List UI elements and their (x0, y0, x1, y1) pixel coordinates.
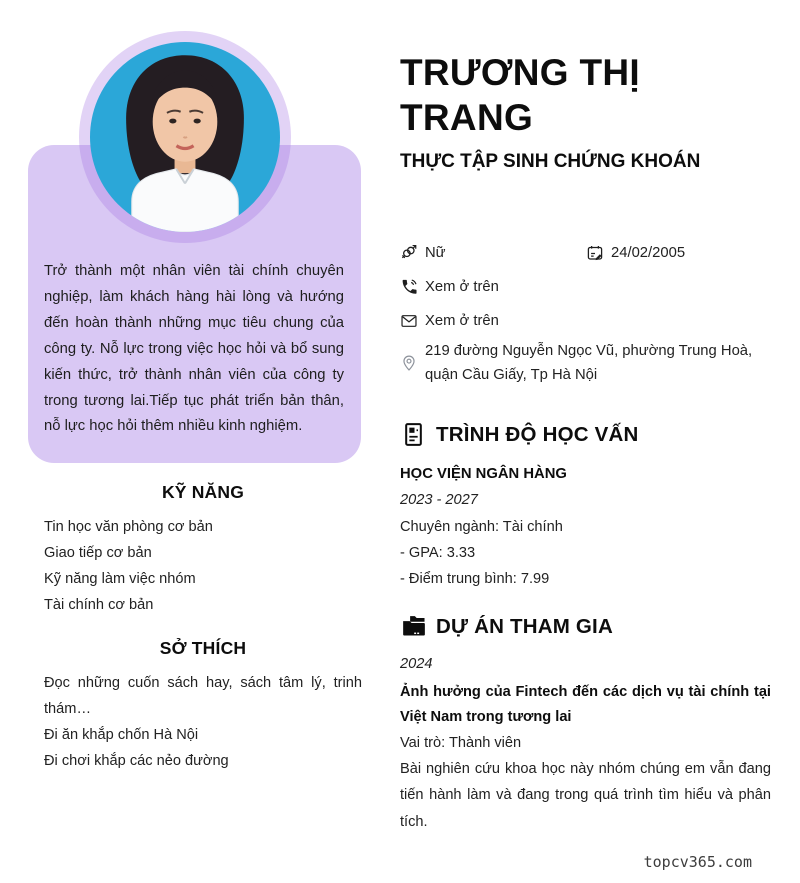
project-role: Vai trò: Thành viên (400, 734, 522, 751)
skill-item: Kỹ năng làm việc nhóm (44, 571, 196, 587)
skills-heading: KỸ NĂNG (161, 482, 245, 502)
hobby-item: Đi ăn khắp chốn Hà Nội (44, 727, 199, 743)
hobbies-section (44, 638, 362, 774)
avatar (90, 42, 280, 232)
projects-section (400, 613, 771, 834)
education-gpa: - GPA: 3.33 (400, 544, 476, 561)
folder-icon (400, 613, 427, 640)
gender-cell (400, 244, 586, 262)
school-name: HỌC VIỆN NGÂN HÀNG (400, 466, 567, 482)
location-pin-icon (400, 354, 418, 372)
hobbies-heading: SỞ THÍCH (159, 638, 247, 658)
info-row-email (400, 304, 771, 338)
project-year: 2024 (400, 656, 433, 673)
email-icon (400, 312, 418, 330)
hobby-item: Đi chơi khắp các nẻo đường (44, 753, 229, 769)
skill-item: Tài chính cơ bản (44, 597, 154, 613)
calendar-edit-icon (586, 244, 604, 262)
projects-header (400, 613, 771, 640)
education-header (400, 421, 771, 448)
main-column (400, 50, 771, 835)
address-cell (400, 339, 771, 387)
education-major: Chuyên ngành: Tài chính (400, 518, 563, 535)
birthday-cell (586, 244, 685, 262)
project-title: Ảnh hưởng của Fintech đến các dịch vụ tài chính tại Việt Nam trong tương lai (400, 683, 771, 725)
project-description: Bài nghiên cứu khoa học này nhóm chúng em vẫn đang tiến hành làm và đang trong quá trình tìm hiểu và phân tích. (400, 761, 771, 830)
phone-value: Xem ở trên (425, 279, 499, 295)
phone-cell (400, 278, 499, 296)
info-row-gender-birthday (400, 236, 771, 270)
education-document-icon (400, 421, 427, 448)
phone-icon (400, 278, 418, 296)
birthday-value: 24/02/2005 (611, 245, 686, 261)
email-value: Xem ở trên (425, 313, 499, 329)
projects-heading: DỰ ÁN THAM GIA (436, 614, 613, 638)
education-section (400, 421, 771, 592)
email-cell (400, 312, 499, 330)
watermark: topcv365.com (643, 853, 752, 871)
gender-icon (400, 244, 418, 262)
portrait-photo-illustration (90, 42, 280, 232)
education-period: 2023 - 2027 (400, 492, 478, 509)
skills-list (44, 514, 362, 618)
contact-info (400, 236, 771, 388)
hobbies-list (44, 670, 362, 774)
hobby-item: Đọc những cuốn sách hay, sách tâm lý, trinh thám… (44, 675, 362, 717)
skill-item: Tin học văn phòng cơ bản (44, 519, 213, 535)
avatar-ring (79, 31, 291, 243)
address-value: 219 đường Nguyễn Ngọc Vũ, phường Trung Hoà, quận Cầu Giấy, Tp Hà Nội (425, 343, 753, 383)
skills-section (44, 482, 362, 618)
education-heading: TRÌNH ĐỘ HỌC VẤN (436, 422, 639, 446)
info-row-address (400, 338, 771, 388)
job-title: THỰC TẬP SINH CHỨNG KHOÁN (400, 151, 701, 172)
gender-value: Nữ (425, 245, 446, 261)
career-objective-text: Trở thành một nhân viên tài chính chuyên nghiệp, làm khách hàng hài lòng và hướng đến hoàn thành những mục tiêu chung của công ty. Nỗ lực trong việc học hỏi và bổ sung kiến thức, trở thành nhân viên của công ty trong tương lai.Tiếp tục phát triển bản thân, nỗ lực học hỏi thêm nhiều kinh nghiệm. (44, 263, 344, 435)
info-row-phone (400, 270, 771, 304)
education-average: - Điểm trung bình: 7.99 (400, 571, 550, 588)
skill-item: Giao tiếp cơ bản (44, 545, 152, 561)
full-name: TRƯƠNG THỊ TRANG (400, 52, 640, 138)
